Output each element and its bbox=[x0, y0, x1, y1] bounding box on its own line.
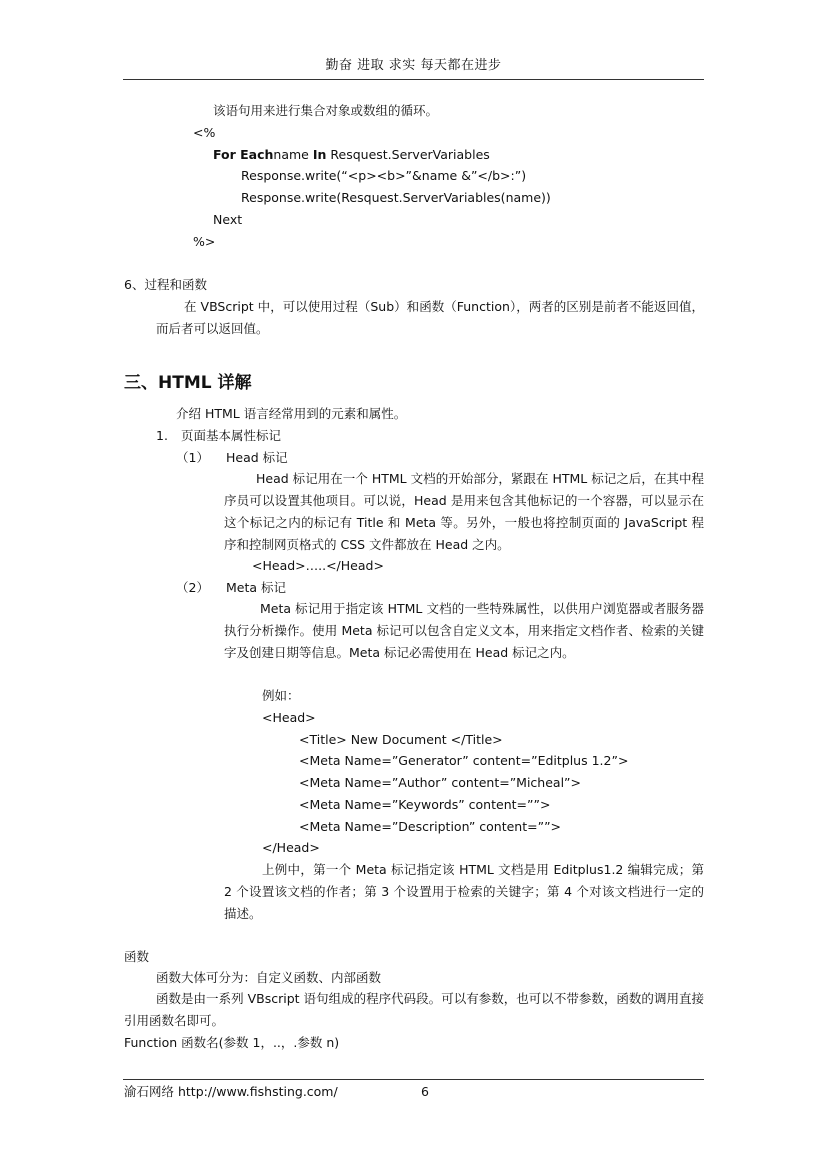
code-line: <Meta Name=”Author” content=”Micheal”> bbox=[299, 775, 582, 790]
keyword: For Each bbox=[213, 147, 274, 162]
code-line: Function 函数名(参数 1，..，.参数 n) bbox=[124, 1035, 340, 1050]
code-text: Resquest.ServerVariables bbox=[326, 147, 490, 162]
text-line: 该语句用来进行集合对象或数组的循环。 bbox=[213, 103, 439, 118]
code-line: Response.write(“<p><b>”&name &”</b>:”) bbox=[241, 168, 527, 183]
list-number: 1. bbox=[156, 428, 168, 443]
sub-number: （1） bbox=[176, 450, 209, 465]
page-header: 勤奋 进取 求实 每天都在进步 bbox=[325, 58, 502, 73]
paragraph: 在 VBScript 中，可以使用过程（Sub）和函数（Function），两者的区别是前者不能返回值，而后者可以返回值。 bbox=[156, 299, 704, 336]
footer-company: 渝石网络 http://www.fishsting.com/ bbox=[124, 1084, 338, 1099]
list-item-label: 页面基本属性标记 bbox=[181, 428, 282, 443]
paragraph: Meta 标记用于指定该 HTML 文档的一些特殊属性，以供用户浏览器或者服务器执行分析操作。使用 Meta 标记可以包含自定义文本，用来指定文档作者、检索的关键字及创建日期等信息。Meta 标记必需使用在 Head 标记之内。 bbox=[224, 601, 704, 660]
code-line: </Head> bbox=[262, 840, 320, 855]
code-line: Response.write(Resquest.ServerVariables(name)) bbox=[241, 190, 551, 205]
paragraph: Head 标记用在一个 HTML 文档的开始部分，紧跟在 HTML 标记之后，在其中程序员可以设置其他项目。可以说，Head 是用来包含其他标记的一个容器，可以显示在这个标记之内的标记有 Title 和 Meta 等。另外，一般也将控制页面的 JavaScript 程序和控制网页格式的 CSS 文件都放在 Head 之内。 bbox=[224, 471, 704, 552]
chapter-heading: 三、HTML 详解 bbox=[124, 373, 252, 393]
section-heading: 函数 bbox=[124, 949, 150, 964]
code-line: %> bbox=[193, 234, 216, 249]
sub-number: （2） bbox=[176, 580, 209, 595]
code-line: <Head>…..</Head> bbox=[252, 558, 384, 573]
sub-heading: Meta 标记 bbox=[226, 580, 287, 595]
paragraph: 函数是由一系列 VBscript 语句组成的程序代码段。可以有参数，也可以不带参数，函数的调用直接引用函数名即可。 bbox=[124, 991, 704, 1028]
section-heading: 6、过程和函数 bbox=[124, 277, 207, 292]
text-line: 函数大体可分为：自定义函数、内部函数 bbox=[156, 970, 382, 985]
text-line: 介绍 HTML 语言经常用到的元素和属性。 bbox=[176, 406, 407, 421]
code-line: <% bbox=[193, 125, 216, 140]
code-line: <Head> bbox=[262, 710, 316, 725]
paragraph: 上例中，第一个 Meta 标记指定该 HTML 文档是用 Editplus1.2 编辑完成；第 2 个设置该文档的作者；第 3 个设置用于检索的关键字；第 4 个对该文档进行一定的描述。 bbox=[224, 862, 704, 921]
code-text: name bbox=[273, 147, 313, 162]
page-number: 6 bbox=[421, 1084, 429, 1099]
footer-rule bbox=[123, 1079, 704, 1080]
header-rule bbox=[123, 79, 704, 80]
code-line: <Meta Name=”Keywords” content=””> bbox=[299, 797, 551, 812]
code-line: <Title> New Document </Title> bbox=[299, 732, 503, 747]
code-line: <Meta Name=”Description” content=””> bbox=[299, 819, 562, 834]
keyword: In bbox=[312, 147, 327, 162]
sub-heading: Head 标记 bbox=[226, 450, 288, 465]
text-line: 例如： bbox=[262, 688, 300, 703]
code-line: <Meta Name=”Generator” content=”Editplus 1.2”> bbox=[299, 753, 629, 768]
code-line bbox=[213, 147, 490, 163]
code-line: Next bbox=[213, 212, 243, 227]
